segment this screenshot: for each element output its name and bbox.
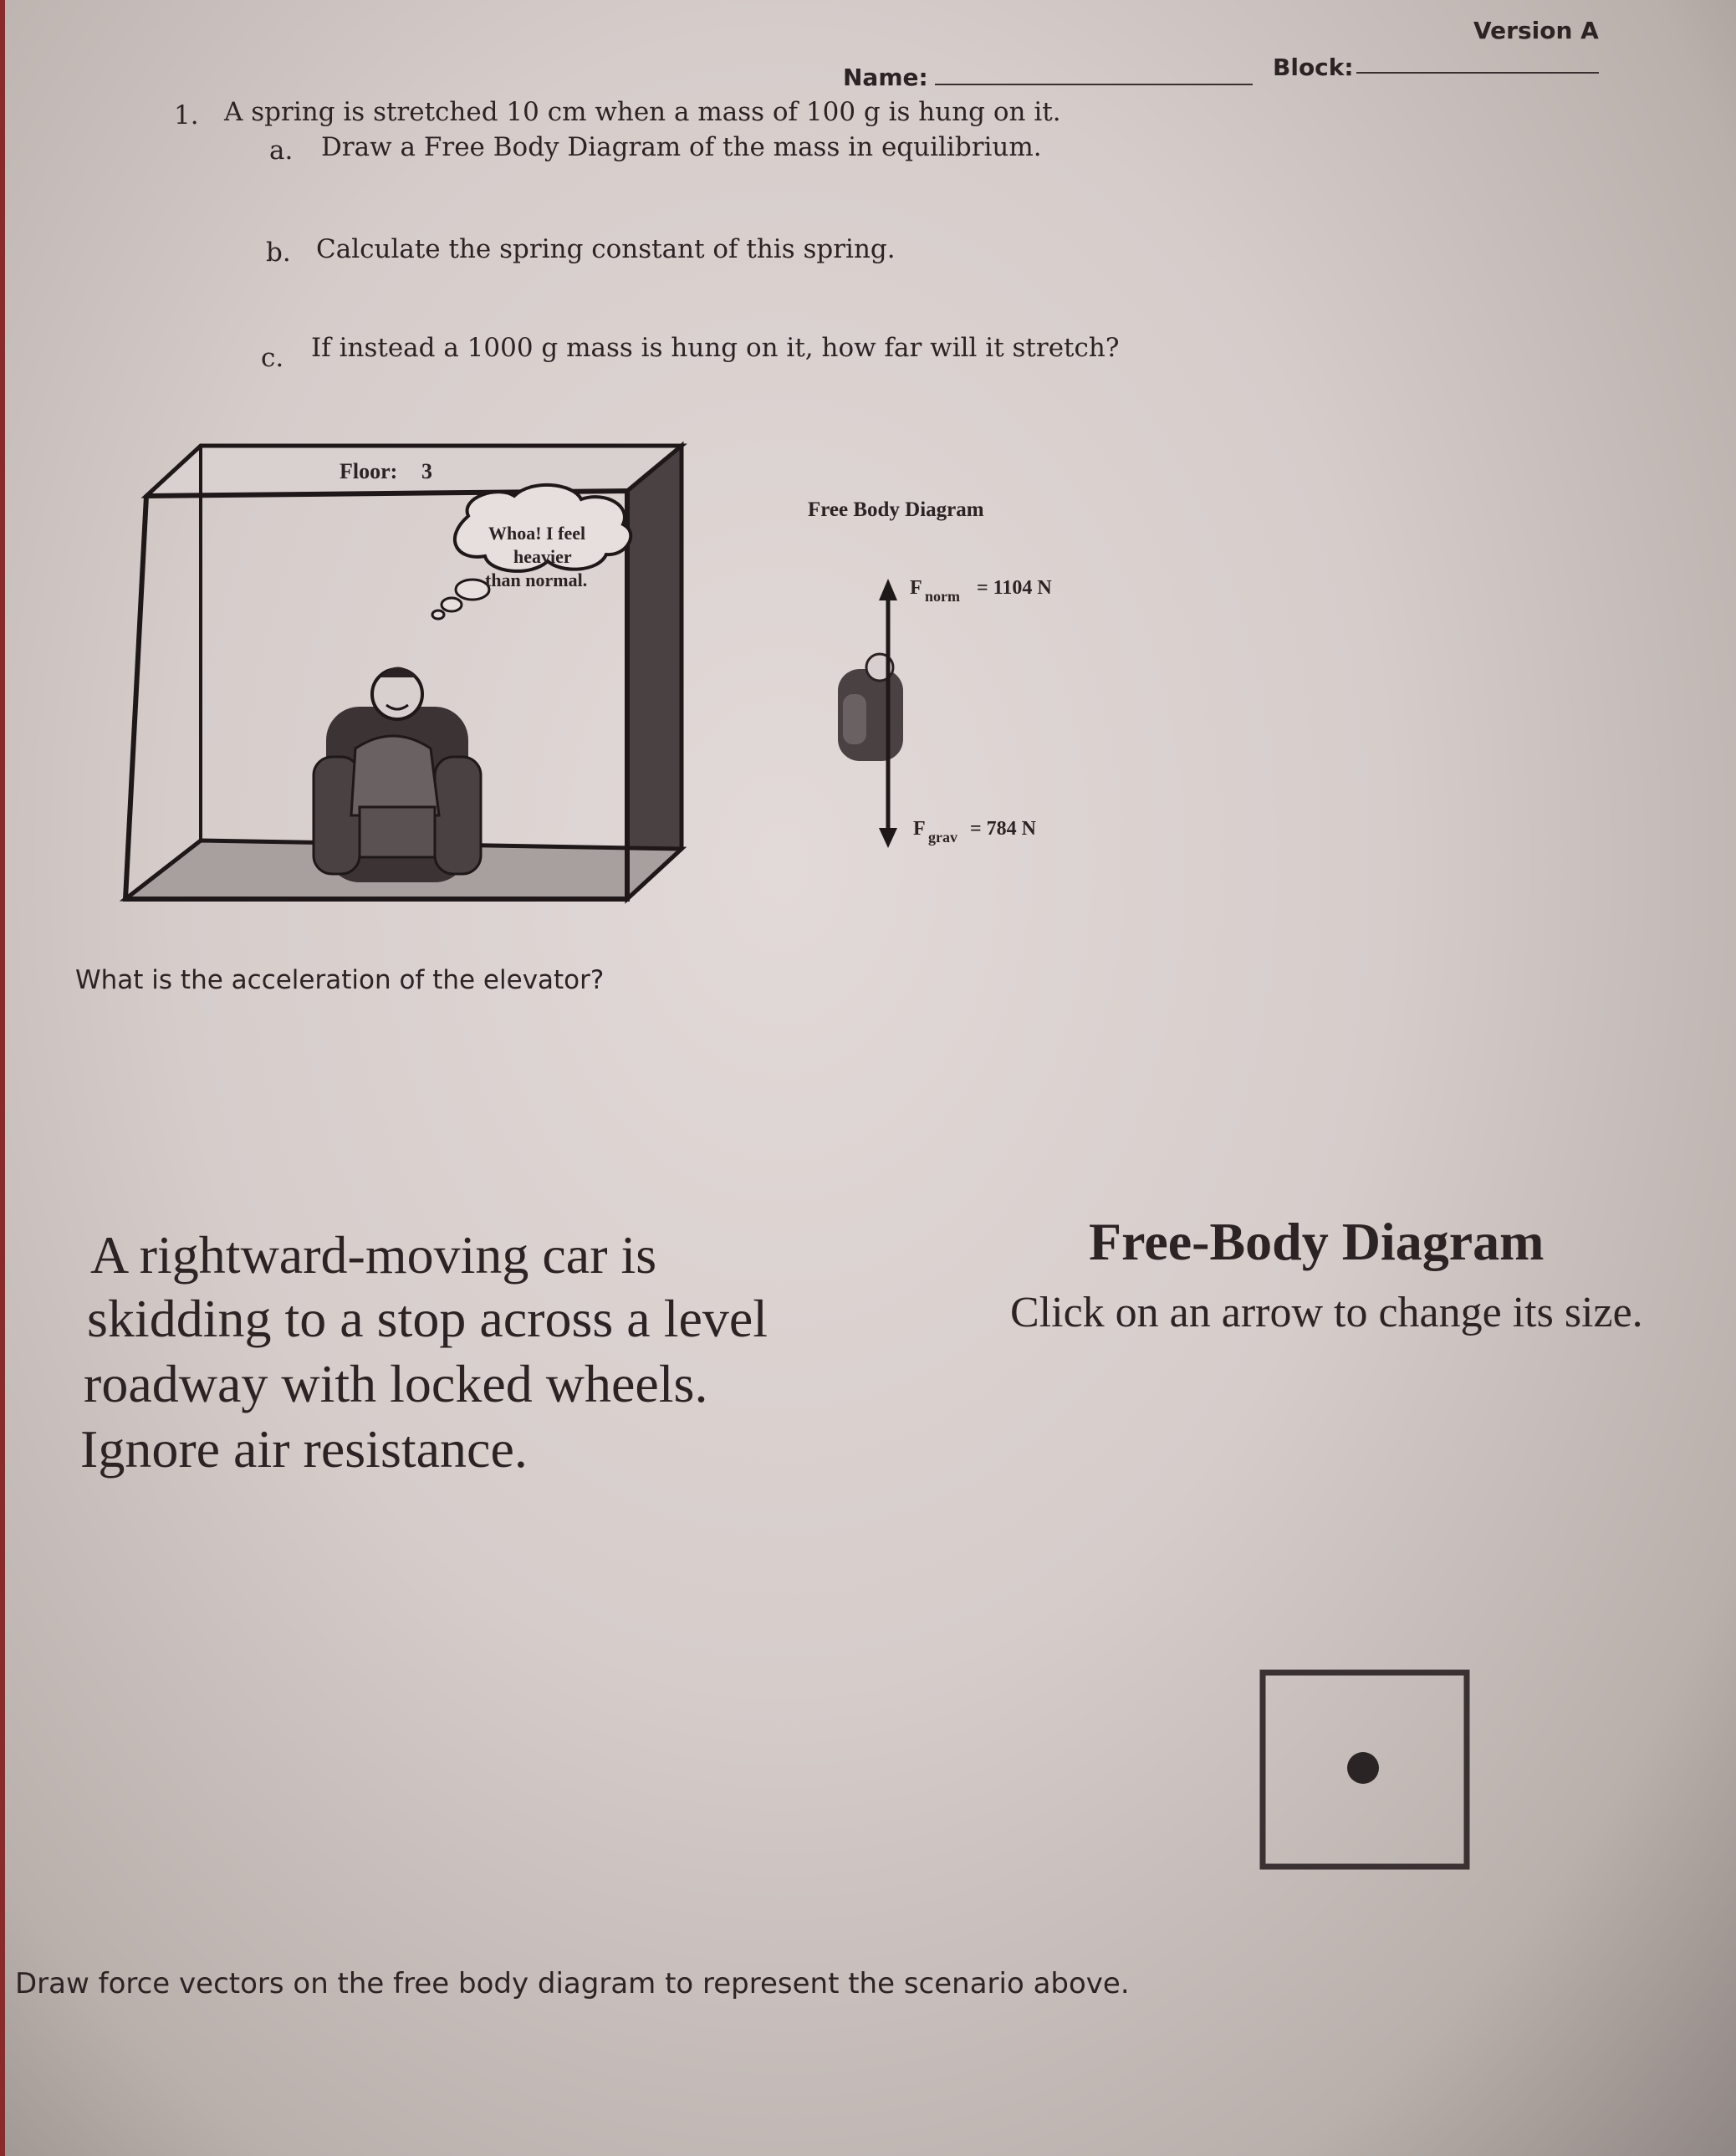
- q1b-text: Calculate the spring constant of this spring.: [316, 234, 896, 264]
- person-in-armchair: [314, 667, 481, 883]
- q1a-letter: a.: [269, 135, 294, 166]
- page-edge: [0, 0, 5, 2156]
- car-line-4: Ignore air resistance.: [80, 1419, 528, 1479]
- elevator-illustration: [117, 439, 694, 907]
- gravity-force-arrowhead: [879, 828, 897, 848]
- fnorm-subscript: norm: [925, 588, 960, 605]
- fgrav-symbol: F: [913, 818, 926, 840]
- name-label: Name:: [843, 64, 928, 91]
- q1-text: A spring is stretched 10 cm when a mass of 100 g is hung on it.: [224, 97, 1061, 127]
- car-fbd-instruction: Click on an arrow to change its size.: [1010, 1289, 1643, 1336]
- fgrav-value: = 784 N: [970, 818, 1037, 840]
- q1c-letter: c.: [261, 343, 284, 373]
- q1b-letter: b.: [266, 238, 291, 268]
- thought-line-2: heavier: [513, 546, 572, 567]
- car-free-body-box[interactable]: [1259, 1669, 1470, 1870]
- fnorm-symbol: F: [910, 577, 922, 599]
- elevator-ceiling: [146, 446, 682, 496]
- floor-label: Floor:: [340, 459, 398, 483]
- final-instruction: Draw force vectors on the free body diagram to represent the scenario above.: [15, 1967, 1130, 2000]
- version-label: Version A: [1473, 17, 1599, 44]
- car-line-2: skidding to a stop across a level: [87, 1289, 768, 1348]
- q1a-text: Draw a Free Body Diagram of the mass in equilibrium.: [321, 132, 1042, 162]
- fgrav-subscript: grav: [928, 829, 957, 846]
- elevator-side-wall: [627, 446, 682, 899]
- thought-line-1: Whoa! I feel: [488, 523, 586, 544]
- elevator-box: [117, 439, 694, 907]
- name-field[interactable]: [935, 84, 1253, 85]
- car-line-3: roadway with locked wheels.: [84, 1354, 708, 1413]
- fbd-person-icon: [838, 654, 903, 761]
- car-line-1: A rightward-moving car is: [90, 1225, 657, 1285]
- block-field[interactable]: [1356, 72, 1599, 74]
- fnorm-value: = 1104 N: [977, 577, 1052, 599]
- fbd-title: Free Body Diagram: [808, 498, 984, 521]
- block-label: Block:: [1273, 54, 1354, 81]
- q1c-text: If instead a 1000 g mass is hung on it, how far will it stretch?: [311, 333, 1120, 363]
- car-fbd-title: Free-Body Diagram: [1089, 1212, 1545, 1271]
- normal-force-arrowhead: [879, 579, 897, 600]
- elevator-question: What is the acceleration of the elevator?: [75, 965, 605, 995]
- car-object-dot: [1347, 1752, 1379, 1784]
- elevator-free-body-diagram: [803, 493, 1154, 861]
- thought-line-3: than normal.: [485, 570, 588, 590]
- floor-number: 3: [421, 459, 432, 483]
- q1-number: 1.: [174, 100, 199, 130]
